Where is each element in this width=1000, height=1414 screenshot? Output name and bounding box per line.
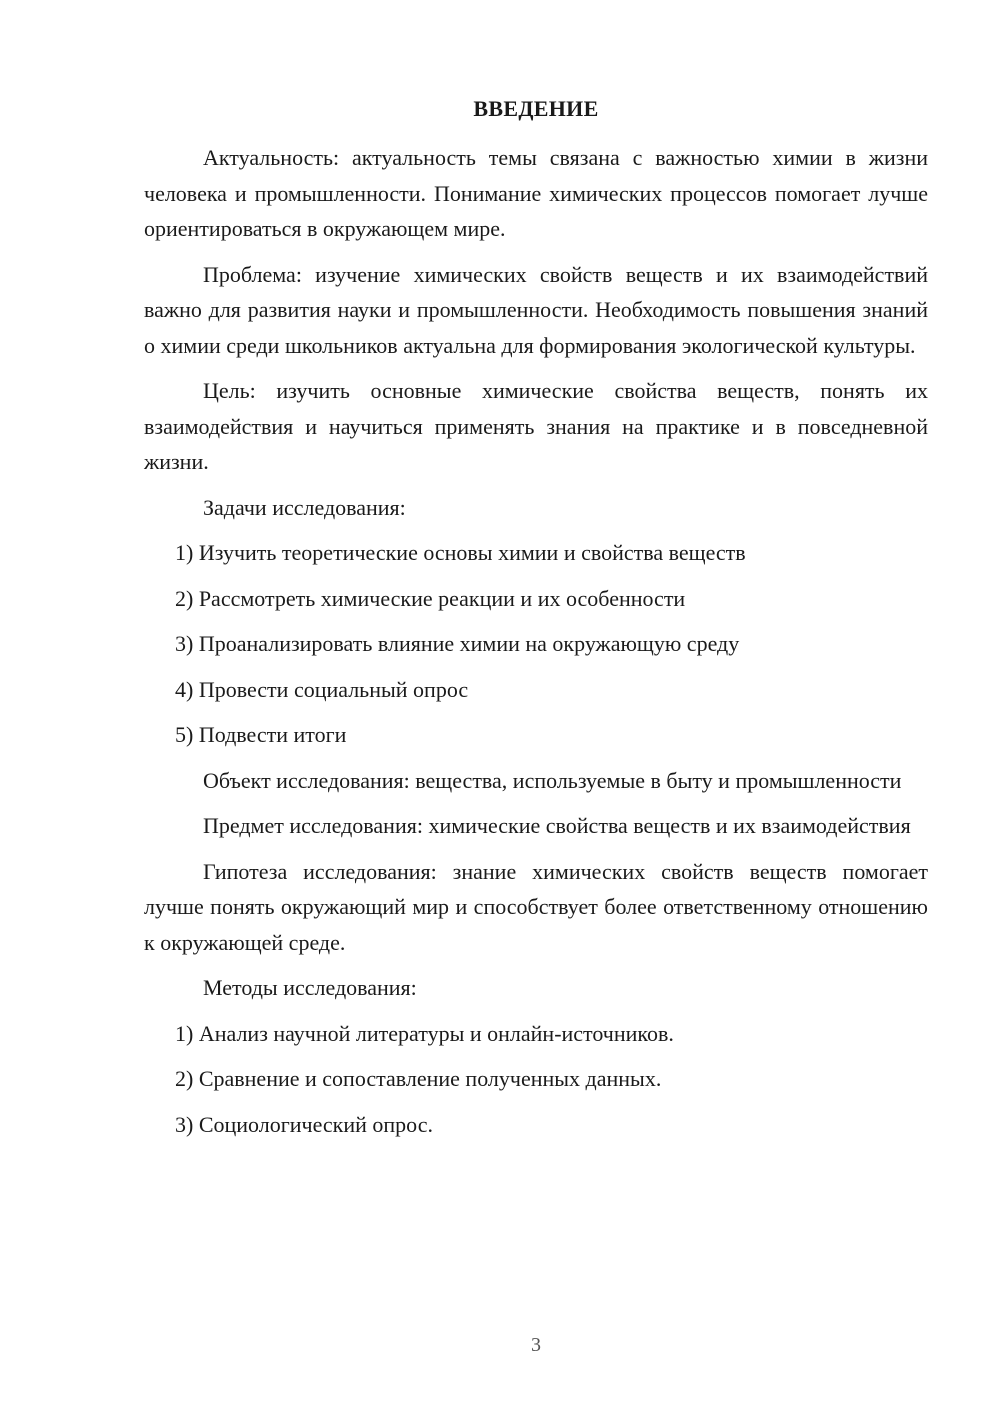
task-item: 1) Изучить теоретические основы химии и свойства веществ <box>175 540 746 565</box>
method-item: 3) Социологический опрос. <box>175 1111 433 1137</box>
method-item: 1) Анализ научной литературы и онлайн-источников. <box>175 1020 674 1046</box>
goal-paragraph: Цель: изучить основные химические свойства веществ, понять их взаимодействия и научиться применять знания на практике и в повседневной жизни. <box>144 378 928 474</box>
task-item: 2) Рассмотреть химические реакции и их особенности <box>175 585 686 611</box>
task-item: 4) Провести социальный опрос <box>175 676 469 702</box>
subject-paragraph: Предмет исследования: химические свойства веществ и их взаимодействия <box>203 813 911 838</box>
task-item: 3) Проанализировать влияние химии на окружающую среду <box>175 631 740 656</box>
page-title: ВВЕДЕНИЕ <box>473 96 599 121</box>
object-paragraph: Объект исследования: вещества, используемые в быту и промышленности <box>203 767 902 793</box>
methods-heading: Методы исследования: <box>203 975 417 1000</box>
method-item: 2) Сравнение и сопоставление полученных данных. <box>175 1066 662 1091</box>
page-number: 3 <box>531 1334 541 1356</box>
body-text <box>144 140 928 1152</box>
relevance-paragraph: Актуальность: актуальность темы связана с важностью химии в жизни человека и промышленности. Понимание химических процессов помогает лучше ориентироваться в окружающем мире. <box>144 145 928 241</box>
problem-paragraph: Проблема: изучение химических свойств веществ и их взаимодействий важно для развития науки и промышленности. Необходимость повышения знаний о химии среди школьников актуальна для формирования экологической культуры. <box>144 261 928 358</box>
hypothesis-paragraph: Гипотеза исследования: знание химических свойств веществ помогает лучше понять окружающий мир и способствует более ответственному отношению к окружающей среде. <box>144 858 928 955</box>
task-item: 5) Подвести итоги <box>175 722 347 747</box>
tasks-heading: Задачи исследования: <box>203 494 406 520</box>
